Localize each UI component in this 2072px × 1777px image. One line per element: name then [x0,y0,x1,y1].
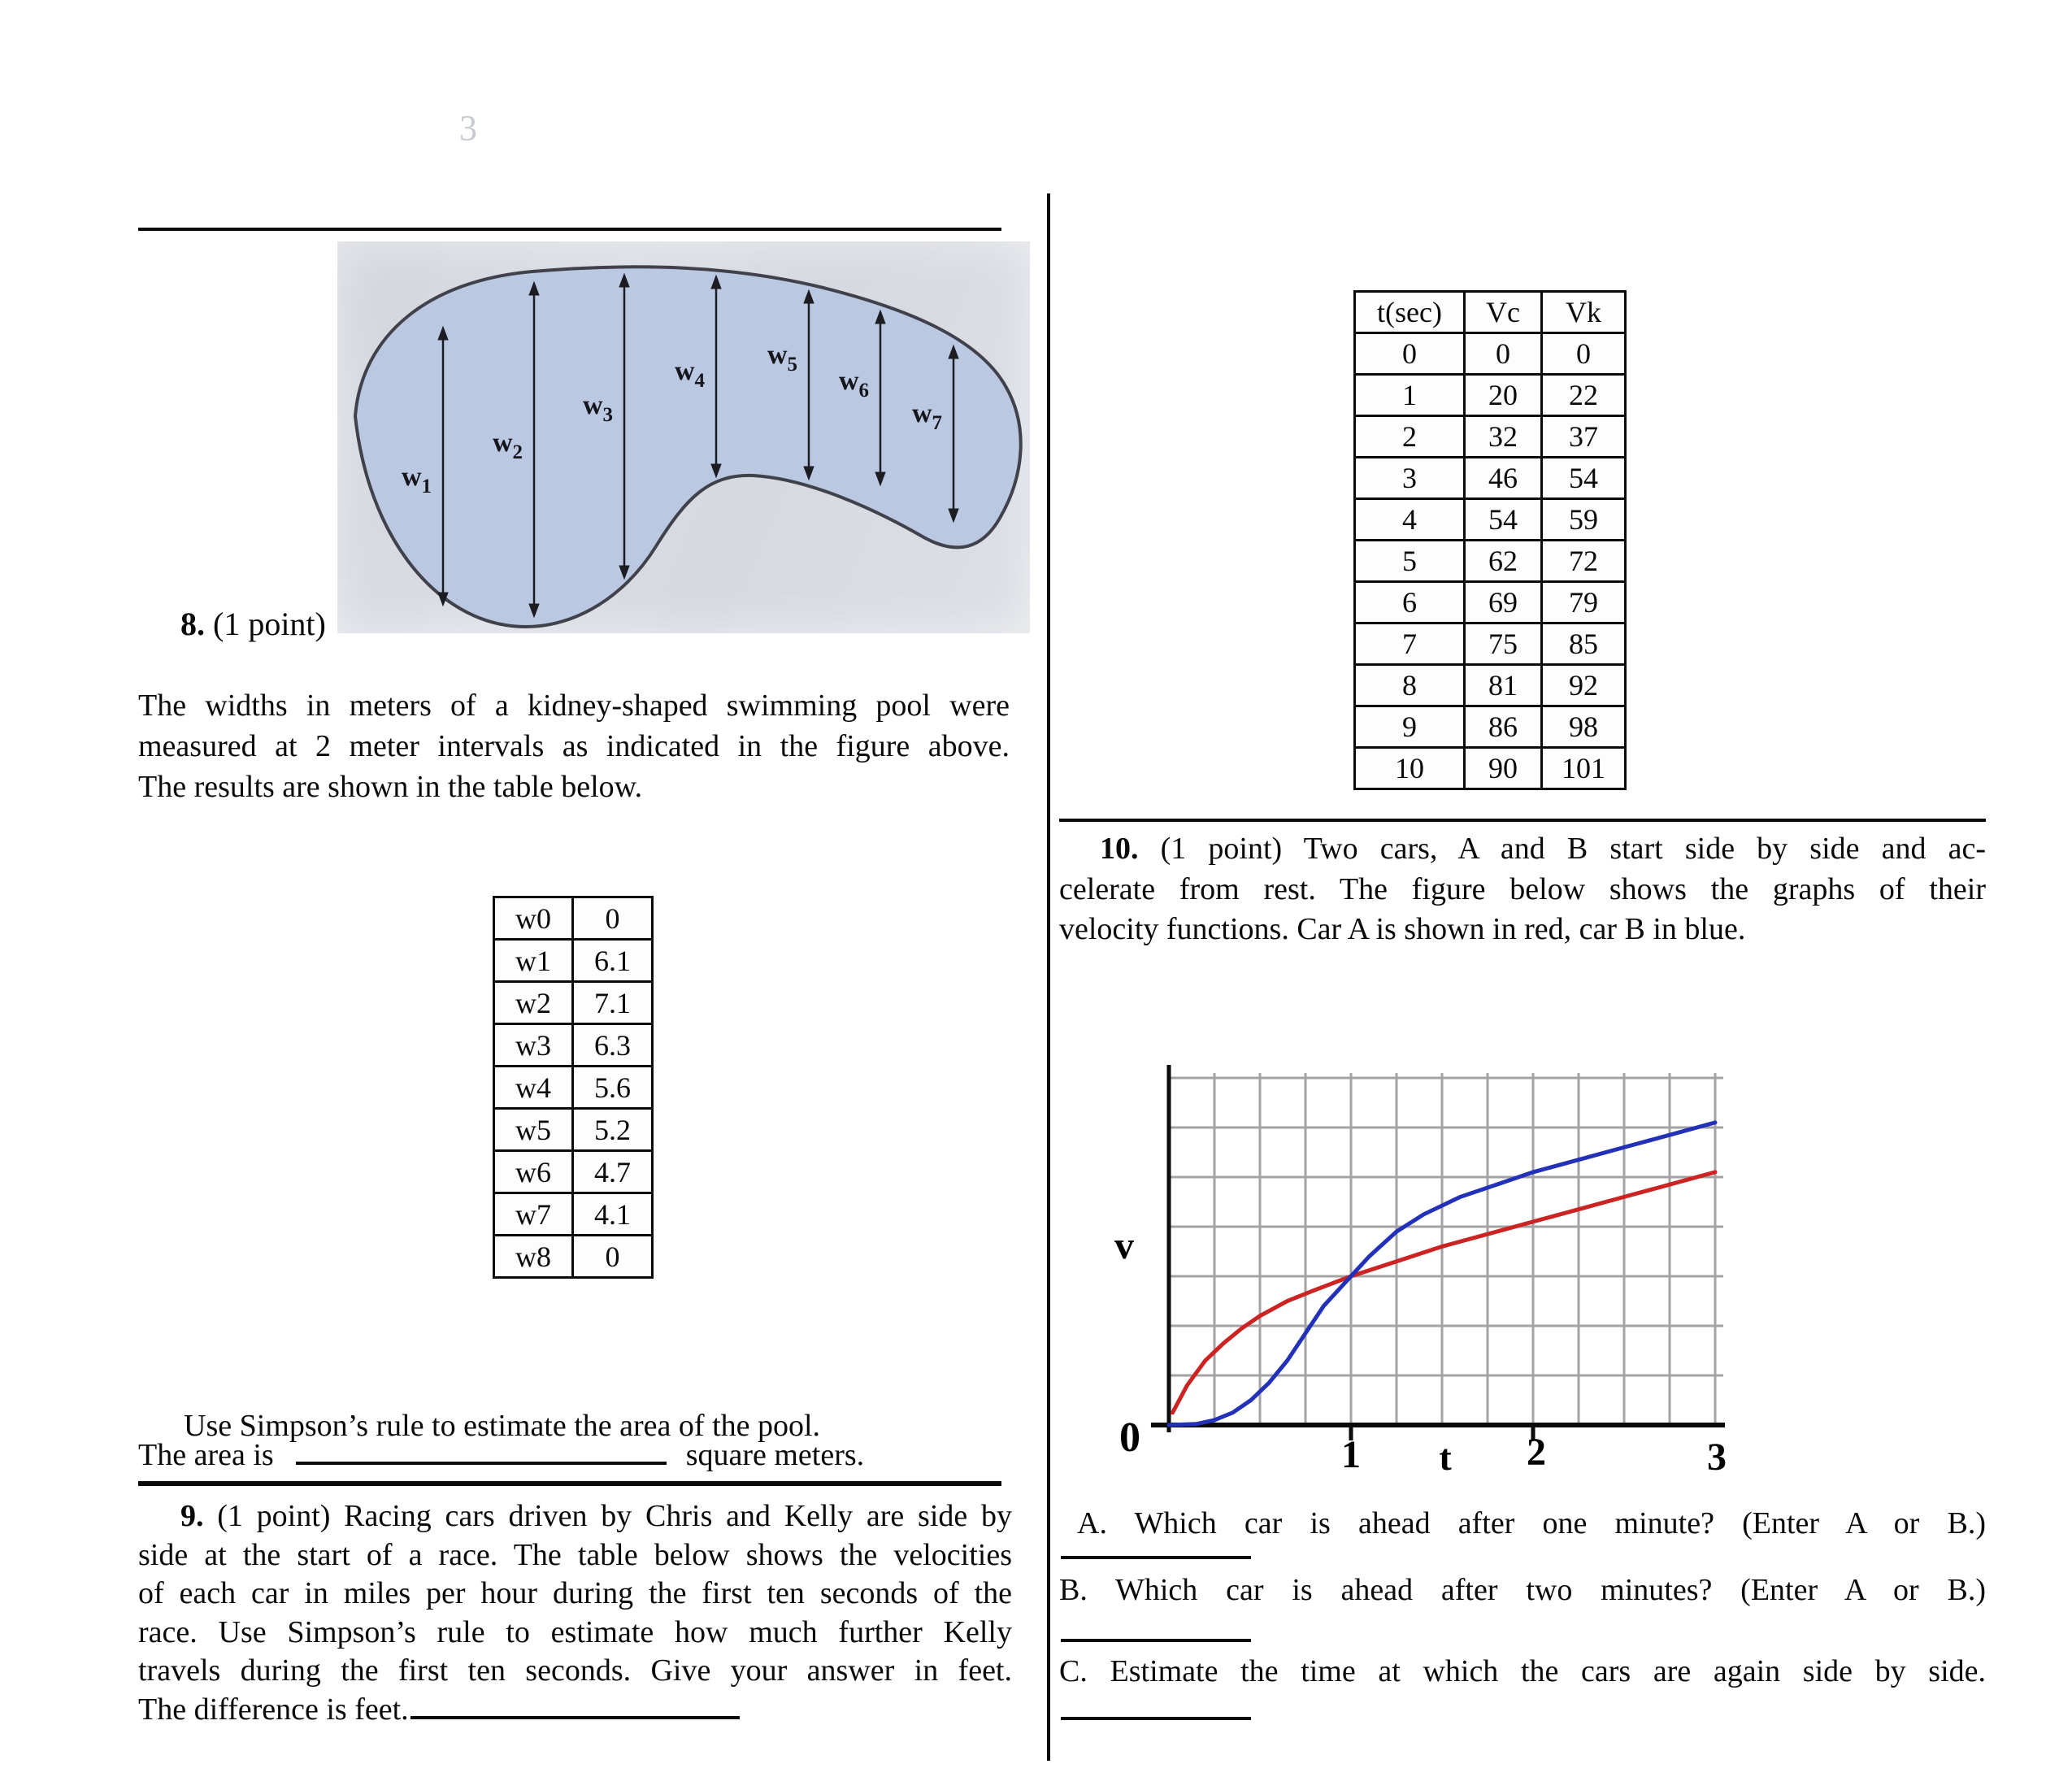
question-c-label: C. [1059,1654,1088,1688]
table-cell: 22 [1542,375,1626,416]
table-cell: 8 [1355,665,1465,706]
table-cell: 2 [1355,416,1465,458]
table-cell: w2 [494,982,573,1024]
problem9-line1: 9. (1 point) Racing cars driven by Chris and Kelly are side by [180,1499,1013,1533]
problem8-points: (1 point) [213,606,326,642]
table-cell: 6.1 [573,940,653,982]
problem9-line4: race. Use Simpson’s rule to estimate how much further Kelly [138,1614,1012,1649]
table-cell: w1 [494,940,573,982]
table-row [1355,292,1626,333]
velocity-graph-svg [1073,1041,1741,1496]
pool-outline [355,267,1021,627]
answer-prefix: The area is [138,1438,274,1472]
table-cell: w8 [494,1236,573,1278]
table-cell: 79 [1542,582,1626,623]
table-cell: 0 [1542,333,1626,375]
problem10-line3: velocity functions. Car A is shown in red, car B in blue. [1059,912,1746,946]
problem9-line3: of each car in miles per hour during the first ten seconds of the [138,1576,1012,1610]
problem9-line2: side at the start of a race. The table below shows the velocities [138,1537,1012,1572]
problem10-paragraph [1059,829,1986,950]
table-cell: w5 [494,1109,573,1151]
problem9-number: 9. [180,1499,204,1533]
answer-suffix: square meters. [685,1438,865,1472]
table-cell: w4 [494,1067,573,1109]
table-cell: 62 [1465,541,1542,582]
table-cell: 32 [1465,416,1542,458]
table-cell: w7 [494,1193,573,1236]
table-cell: 85 [1542,623,1626,665]
table-cell: 69 [1465,582,1542,623]
table-row [494,1193,653,1236]
question-b-text: Which car is ahead after two minutes? (Enter A or B.) [1115,1573,1986,1607]
table-row [494,1067,653,1109]
table-cell: Vc [1465,292,1542,333]
table-row [1355,416,1626,458]
problem10-number: 10. [1100,832,1139,866]
table-row [1355,623,1626,665]
table-cell: 9 [1355,706,1465,748]
table-row [1355,706,1626,748]
pool-figure-image [337,241,1030,633]
table-cell: 72 [1542,541,1626,582]
table-cell: 1 [1355,375,1465,416]
problem8-number: 8. [180,606,205,642]
question-a-answer-blank [1061,1556,1251,1559]
table-cell: 4.1 [573,1193,653,1236]
problem8-paragraph [138,685,1010,807]
table-cell: 75 [1465,623,1542,665]
question-c [1059,1653,1986,1689]
section-rule-top-left [138,228,1001,231]
width-label: $w_2$ [492,428,523,463]
problem8-label [180,605,326,643]
problem8-line2: measured at 2 meter intervals as indicated in the figure above. [138,729,1010,763]
table-row [1355,665,1626,706]
table-cell: 81 [1465,665,1542,706]
y-axis-label: v [1114,1224,1134,1267]
table-cell: 4.7 [573,1151,653,1193]
table-cell: 7.1 [573,982,653,1024]
table-row [494,1109,653,1151]
question-b-label: B. [1059,1573,1088,1607]
pool-figure-svg [337,241,1030,633]
table-cell: 5.2 [573,1109,653,1151]
table-row [494,1024,653,1067]
problem10-line1: 10. (1 point) Two cars, A and B start side by side and ac- [1100,832,1986,866]
width-label: $w_1$ [401,462,432,497]
question-a-text: Which car is ahead after one minute? (Enter A or B.) [1134,1506,1986,1540]
table-cell: 5.6 [573,1067,653,1109]
question-b [1059,1572,1986,1608]
question-a [1059,1505,1986,1541]
table-row [494,940,653,982]
graph-gridlines [1169,1073,1723,1425]
table-cell: w0 [494,897,573,940]
problem9-answer-line: The difference is feet. [138,1691,1012,1730]
problem8-line3: The results are shown in the table below. [138,770,643,804]
table-cell: 20 [1465,375,1542,416]
table-row [1355,333,1626,375]
x-tick-label-2: 2 [1527,1431,1546,1474]
table-cell: 0 [1465,333,1542,375]
table-cell: 7 [1355,623,1465,665]
problem8-instruction: Use Simpson’s rule to estimate the area of the pool. [184,1409,821,1443]
table-row [1355,375,1626,416]
table-cell: 98 [1542,706,1626,748]
table-cell: 10 [1355,748,1465,789]
table-cell: 3 [1355,458,1465,499]
table-cell: 46 [1465,458,1542,499]
width-label: $w_4$ [674,356,705,392]
table-cell: 92 [1542,665,1626,706]
width-label: $w_5$ [767,340,797,376]
area-answer-blank [296,1437,667,1465]
table-cell: 59 [1542,499,1626,541]
table-cell: 4 [1355,499,1465,541]
x-tick-label-1: 1 [1341,1433,1361,1476]
problem8-answer-line [138,1437,864,1473]
problem9-line5: travels during the first ten seconds. Give your answer in feet. [138,1653,1012,1688]
x-axis-label: t [1439,1436,1452,1478]
table-row [494,897,653,940]
question-b-answer-blank [1061,1639,1251,1642]
problem10-line2: celerate from rest. The figure below shows the graphs of their [1059,871,1986,906]
problem9-paragraph [138,1497,1012,1729]
problem8-line1: The widths in meters of a kidney-shaped swimming pool were [138,689,1010,723]
table-row [1355,458,1626,499]
table-row [1355,541,1626,582]
table-row [494,1151,653,1193]
table-row [1355,748,1626,789]
column-divider [1047,193,1050,1761]
table-cell: 5 [1355,541,1465,582]
width-label: $w_3$ [582,390,613,426]
section-rule-problem9 [138,1481,1001,1486]
scan-ghost-text: 3 [459,108,477,148]
table-row [494,1236,653,1278]
section-rule-problem10 [1059,819,1986,822]
table-cell: w3 [494,1024,573,1067]
table-row [494,982,653,1024]
difference-answer-blank [410,1692,740,1719]
table-cell: Vk [1542,292,1626,333]
width-label: $w_6$ [838,366,869,402]
width-label: $w_7$ [911,398,942,434]
table-cell: 0 [573,897,653,940]
table-cell: 54 [1542,458,1626,499]
table-cell: 0 [573,1236,653,1278]
table-cell: 101 [1542,748,1626,789]
question-c-answer-blank [1061,1717,1251,1720]
table-cell: 0 [1355,333,1465,375]
table-cell: 6.3 [573,1024,653,1067]
table-cell: 54 [1465,499,1542,541]
table-row [1355,582,1626,623]
question-a-label: A. [1077,1506,1107,1540]
x-tick-label-3: 3 [1707,1436,1727,1479]
car-velocity-table [1353,290,1627,790]
table-cell: 6 [1355,582,1465,623]
table-cell: 90 [1465,748,1542,789]
question-c-text: Estimate the time at which the cars are again side by side. [1110,1654,1987,1688]
table-cell: 37 [1542,416,1626,458]
table-cell: t(sec) [1355,292,1465,333]
table-cell: 86 [1465,706,1542,748]
table-row [1355,499,1626,541]
velocity-graph [1073,1041,1741,1500]
pool-width-table [493,896,654,1279]
table-cell: w6 [494,1151,573,1193]
origin-label: 0 [1119,1414,1140,1461]
